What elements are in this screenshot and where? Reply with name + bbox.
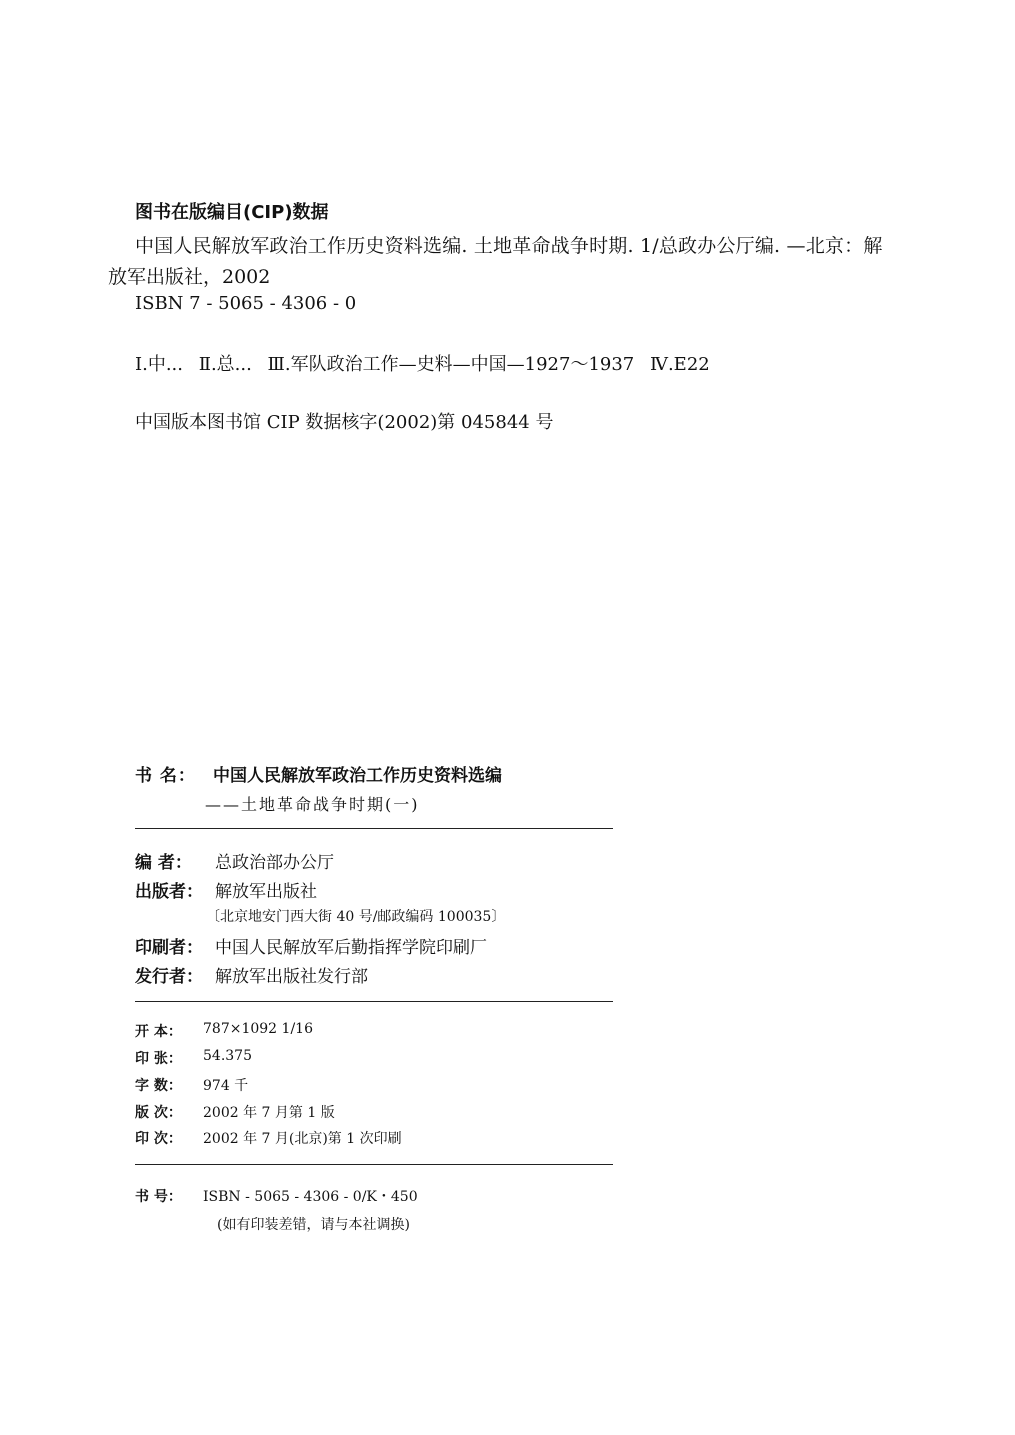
divider-2 [135,1001,613,1002]
printing-value: 2002 年 7 月(北京)第 1 次印刷 [203,1131,402,1147]
book-title: 中国人民解放军政治工作历史资料选编 [213,766,502,786]
distributor-label: 发行者： [135,967,203,987]
isbn-value: ISBN - 5065 - 4306 - 0/K・450 [203,1189,418,1205]
book-title-label: 书 名： [135,766,196,786]
cip-heading: 图书在版编目(CIP)数据 [135,202,329,223]
sheets-value: 54.375 [203,1048,252,1064]
editor-value: 总政治部办公厅 [215,853,334,873]
publisher-label: 出版者： [135,882,203,902]
printer-label: 印刷者： [135,938,203,958]
exchange-note: (如有印装差错，请与本社调换) [217,1217,410,1233]
cip-description-line1: 中国人民解放军政治工作历史资料选编. 土地革命战争时期. 1/总政办公厅编. —北京：解 [135,235,883,257]
divider-3 [135,1164,613,1165]
words-value: 974 千 [203,1078,249,1094]
publisher-value: 解放军出版社 [215,882,317,902]
cip-core-number: 中国版本图书馆 CIP 数据核字(2002)第 045844 号 [135,412,554,433]
printer-value: 中国人民解放军后勤指挥学院印刷厂 [215,938,487,958]
edition-value: 2002 年 7 月第 1 版 [203,1105,335,1121]
book-subtitle: ——土地革命战争时期(一) [205,795,420,814]
format-label: 开 本： [135,1024,182,1040]
cip-classification: Ⅰ.中... Ⅱ.总... Ⅲ.军队政治工作—史料—中国—1927～1937 Ⅳ.E22 [135,354,710,375]
cip-description-line2: 放军出版社，2002 [108,266,271,288]
format-value: 787×1092 1/16 [203,1021,313,1037]
publisher-address: 〔北京地安门西大街 40 号/邮政编码 100035〕 [206,909,506,925]
distributor-value: 解放军出版社发行部 [215,967,368,987]
cip-isbn: ISBN 7 - 5065 - 4306 - 0 [135,293,357,314]
printing-label: 印 次： [135,1131,182,1147]
sheets-label: 印 张： [135,1051,182,1067]
editor-label: 编 者： [135,853,192,873]
divider-1 [135,828,613,829]
edition-label: 版 次： [135,1105,182,1121]
isbn-label: 书 号： [135,1189,182,1205]
words-label: 字 数： [135,1078,182,1094]
